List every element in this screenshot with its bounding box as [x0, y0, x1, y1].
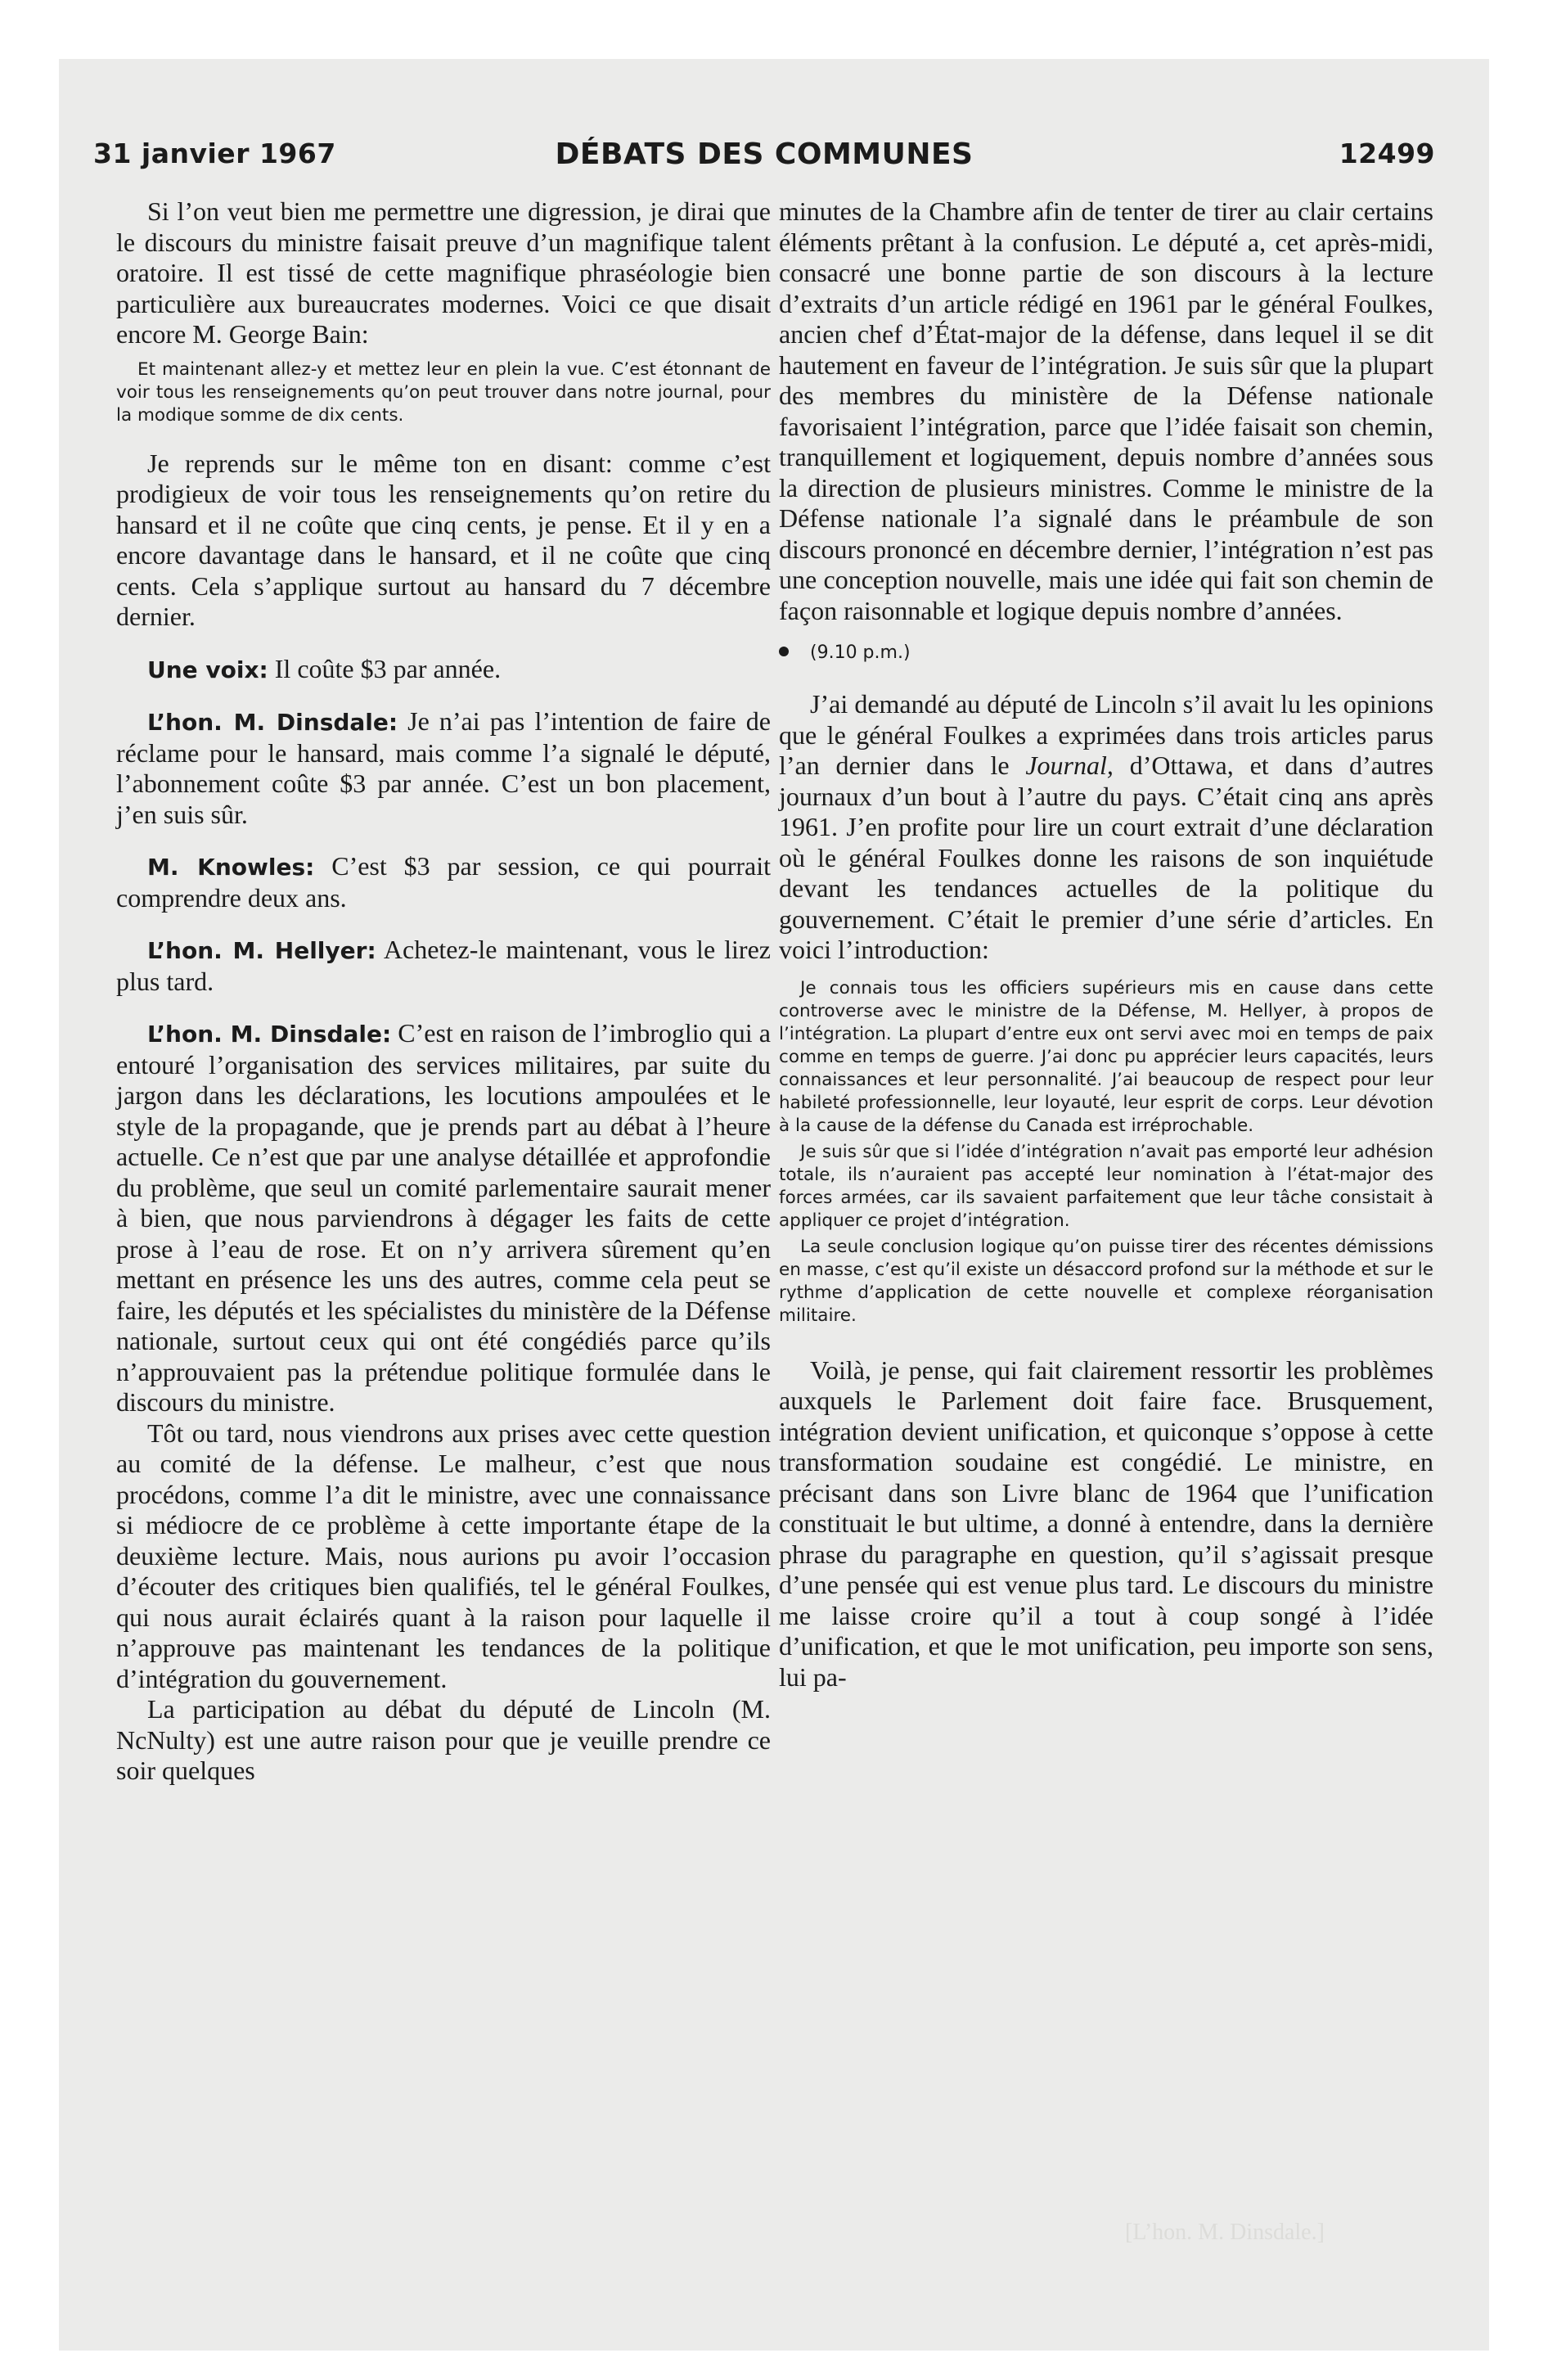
paragraph: Tôt ou tard, nous viendrons aux prises avec cette question au comité de la défense. Le malheur, c’est que nous procédons, comme l’a dit le ministre, avec une connaissance si médiocre de ce problème à cette importante étape de la deuxième lecture. Mais, nous aurions pu avoir l’occasion d’écouter des critiques bien qualifiés, tel le général Foulkes, qui nous aurait éclairés quant à la raison pour laquelle il n’approuve pas maintenant les tendances de la politique d’intégration du gouvernement. — [116, 1418, 771, 1693]
speech-text: Achetez-le maintenant, vous le lirez plus tard. — [116, 935, 771, 996]
page-header — [93, 137, 1435, 187]
speaker-name: Une voix: — [147, 656, 268, 683]
paragraph: minutes de la Chambre afin de tenter de tirer au clair certains éléments prêtant à la confusion. Le député a, cet après-midi, consacré une bonne partie de son discours à la lecture d’extraits d’un article rédigé en 1961 par le général Foulkes, ancien chef d’État-major de la défense, dans lequel il se dit hautement en faveur de l’intégration. Je suis sûr que la plupart des membres du ministère de la Défense nationale favorisaient l’intégration, parce que l’idée faisait son chemin, tranquillement et logiquement, depuis nombre d’années sous la direction de plusieurs ministres. Comme le ministre de la Défense nationale l’a signalé dans le préambule de son discours prononcé en décembre dernier, l’intégration n’est pas une conception nouvelle, mais une idée qui fait son chemin de façon raisonnable et logique depuis nombre d’années. — [779, 196, 1433, 625]
paragraph: Si l’on veut bien me permettre une digression, je dirai que le discours du ministre faisait preuve d’un magnifique talent oratoire. Il est tissé de cette magnifique phraséologie bien particulière aux bureaucrates modernes. Voici ce que disait encore M. George Bain: — [116, 196, 771, 349]
bullet-icon — [779, 647, 789, 656]
speech-text: C’est en raison de l’imbroglio qui a entouré l’organisation des services militaires, par suite du jargon dans les déclarations, les locutions ampoulées et le style de la propagande, que je prends part au débat à l’heure actuelle. Ce n’est que par une analyse détaillée et approfondie du problème, que seul un comité parlementaire saurait mener à bien, que nous parviendrons à dégager les faits de cette prose à l’eau de rose. Et on n’y arrivera sûrement qu’en mettant en présence les uns des autres, comme cela peut se faire, les députés et les spécialistes du ministère de la Défense nationale, surtout ceux qui ont été congédiés parce qu’ils n’approuvaient pas la prétendue politique formulée dans le discours du ministre. — [116, 1018, 772, 1417]
time-stamp — [779, 642, 1433, 663]
speech — [116, 654, 771, 686]
header-title: DÉBATS DES COMMUNES — [555, 137, 974, 171]
speech-text: Il coûte $3 par année. — [274, 653, 502, 683]
speech — [116, 706, 771, 830]
paragraph-text: d’Ottawa, et dans d’autres journaux d’un bout à l’autre du pays. C’était cinq ans après 1961. J’en profite pour lire un court extrait d’une déclaration où le général Foulkes donne les raisons de son inquiétude devant les tendances actuelles de la politique du gouvernement. C’était le premier d’une série d’articles. En voici l’introduction: — [779, 751, 1433, 964]
time-text: (9.10 p.m.) — [810, 642, 911, 663]
quotation: La seule conclusion logique qu’on puisse tirer des récentes démissions en masse, c’est qu’il existe un désaccord profond sur la méthode et sur le rythme d’application de cette nouvelle et complexe réorganisation militaire. — [779, 1236, 1433, 1326]
speaker-name: L’hon. M. Dinsdale: — [147, 1021, 392, 1048]
header-page-number: 12499 — [1339, 137, 1435, 169]
paragraph — [779, 689, 1433, 966]
speech — [116, 935, 771, 997]
speaker-name: L’hon. M. Dinsdale: — [147, 709, 398, 736]
right-column — [779, 196, 1433, 1693]
quotation: Je suis sûr que si l’idée d’intégration n’avait pas emporté leur adhésion totale, ils n’auraient pas accepté leur nomination à l’état-major des forces armées, car ils savaient parfaitement que leur tâche consistait à appliquer ce projet d’intégration. — [779, 1141, 1433, 1231]
speaker-name: L’hon. M. Hellyer: — [147, 937, 376, 964]
quotation: Et maintenant allez-y et mettez leur en plein la vue. C’est étonnant de voir tous les renseignements qu’on peut trouver dans notre journal, pour la modique somme de dix cents. — [116, 358, 771, 426]
speaker-name: M. Knowles: — [147, 854, 315, 881]
speech-text: Je n’ai pas l’intention de faire de réclame pour le hansard, mais comme l’a signalé le député, l’abonnement coûte $3 par année. C’est un bon placement, j’en suis sûr. — [116, 706, 772, 829]
bleed-through-text: [L’hon. M. Dinsdale.] — [1125, 2220, 1325, 2245]
paragraph: Je reprends sur le même ton en disant: comme c’est prodigieux de voir tous les renseignements qu’on retire du hansard et il ne coûte que cinq cents, je pense. Et il y en a encore davantage dans le hansard, et il ne coûte que cinq cents. Cela s’applique surtout au hansard du 7 décembre dernier. — [116, 448, 771, 631]
quotation: Je connais tous les officiers supérieurs mis en cause dans cette controverse avec le ministre de la Défense, M. Hellyer, à propos de l’intégration. La plupart d’entre eux ont servi avec moi en temps de paix comme en temps de guerre. J’ai donc pu apprécier leurs capacités, leurs connaissances et leur personnalité. J’ai beaucoup de respect pour leur habileté professionnelle, leur loyauté, leur esprit de corps. Leur dévotion à la cause de la défense du Canada est irréprochable. — [779, 977, 1433, 1136]
speech — [116, 1018, 771, 1418]
speech-text: C’est $3 par session, ce qui pourrait comprendre deux ans. — [116, 851, 772, 913]
header-date: 31 janvier 1967 — [93, 137, 336, 169]
newspaper-title: Journal, — [1025, 751, 1114, 780]
paragraph-text: J’ai demandé au député de Lincoln s’il avait lu les opinions que le général Foulkes a exprimées dans trois articles parus l’an dernier dans le — [779, 689, 1433, 780]
left-column — [116, 196, 771, 1787]
speech — [116, 851, 771, 913]
paragraph: Voilà, je pense, qui fait clairement ressortir les problèmes auxquels le Parlement doit faire face. Brusquement, intégration devient unification, et quiconque s’oppose à cette transformation soudaine est congédié. Le ministre, en précisant dans son Livre blanc de 1964 que l’unification constituait le but ultime, a donné à entendre, dans la dernière phrase du paragraphe en question, qu’il s’agissait presque d’une pensée qui est venue plus tard. Le discours du ministre me laisse croire qu’il a tout à coup songé à l’idée d’unification, et que le mot unification, peu importe son sens, lui pa- — [779, 1355, 1433, 1692]
paragraph: La participation au débat du député de Lincoln (M. NcNulty) est une autre raison pour que je veuille prendre ce soir quelques — [116, 1694, 771, 1785]
